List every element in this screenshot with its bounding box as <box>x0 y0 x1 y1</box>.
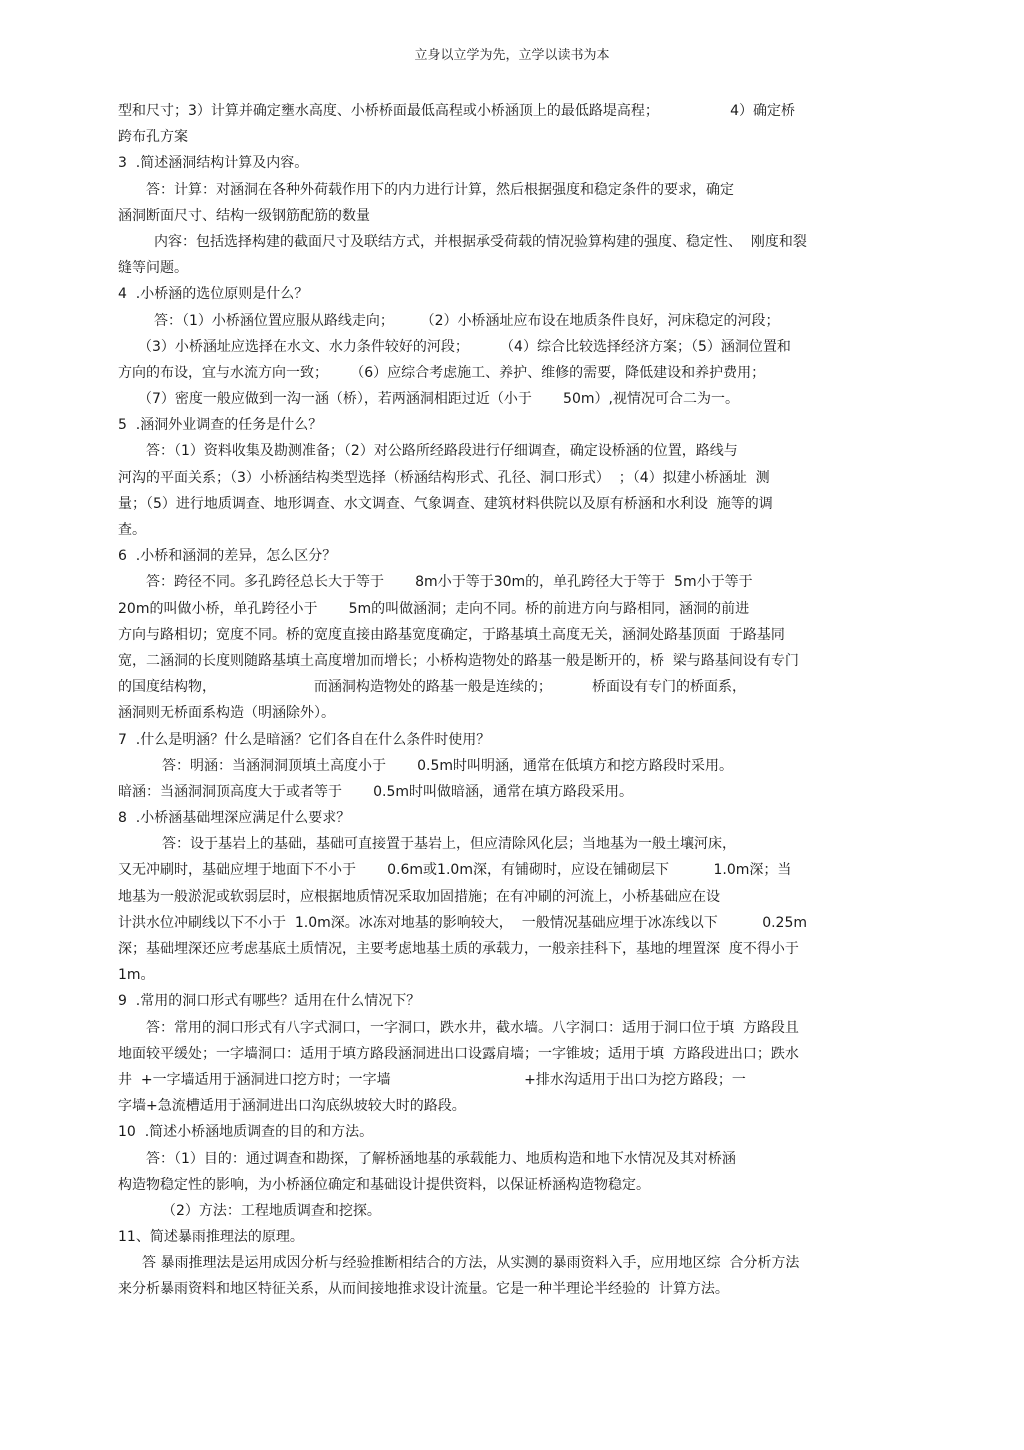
text-line: （3）小桥涵址应选择在水文、水力条件较好的河段； （4）综合比较选择经济方案；（5）涵洞位置和 <box>138 338 791 355</box>
text-line: 1m。 <box>118 967 155 984</box>
text-line: （7）密度一般应做到一沟一涵（桥），若两涵洞相距过近（小于 50m）,视情况可合二为一。 <box>138 391 739 408</box>
question-heading: 4 .小桥涵的选位原则是什么？ <box>118 286 309 303</box>
text-line: 答：设于基岩上的基础，基础可直接置于基岩上，但应清除风化层；当地基为一般土壤河床， <box>162 836 736 853</box>
text-line: 涵洞则无桥面系构造（明涵除外）。 <box>118 705 335 722</box>
text-line: 答：（1）目的：通过调查和勘探，了解桥涵地基的承载能力、地质构造和地下水情况及其对桥涵 <box>146 1150 736 1167</box>
text-line: 涵洞断面尺寸、结构一级钢筋配筋的数量 <box>118 207 370 224</box>
text-line: 来分析暴雨资料和地区特征关系，从而间接地推求设计流量。它是一种半理论半经验的 计算方法。 <box>118 1281 729 1298</box>
text-line: 答：（1）资料收集及勘测准备；（2）对公路所经路段进行仔细调查，确定设桥涵的位置，路线与 <box>146 443 738 460</box>
text-line: 深；基础埋深还应考虑基底土质情况，主要考虑地基土质的承载力，一般亲挂科下，基地的埋置深 度不得小于 <box>118 941 799 957</box>
text-line: 的国度结构物， 而涵洞构造物处的路基一般是连续的； 桥面设有专门的桥面系， <box>118 679 746 696</box>
text-line: 构造物稳定性的影响，为小桥涵位确定和基础设计提供资料，以保证桥涵构造物稳定。 <box>118 1176 650 1193</box>
question-heading: 3 .简述涵洞结构计算及内容。 <box>118 155 309 172</box>
text-line: 答 暴雨推理法是运用成因分析与经验推断相结合的方法，从实测的暴雨资料入手，应用地区综 合分析方法 <box>142 1255 800 1272</box>
text-line: 缝等问题。 <box>118 260 188 277</box>
text-line: 答：计算：对涵洞在各种外荷载作用下的内力进行计算，然后根据强度和稳定条件的要求，确定 <box>146 181 734 198</box>
text-line: 地面较平缓处；一字墙洞口：适用于填方路段涵洞进出口设露肩墙；一字锥坡；适用于填 方路段进出口；跌水 <box>118 1045 799 1062</box>
text-line: 方向与路相切；宽度不同。桥的宽度直接由路基宽度确定，于路基填土高度无关，涵洞处路基顶面 于路基同 <box>118 626 785 643</box>
text-line: 字墙+急流槽适用于涵洞进出口沟底纵坡较大时的路段。 <box>118 1098 466 1115</box>
page-header-motto: 立身以立学为先，立学以读书为本 <box>414 48 610 63</box>
question-heading: 7 .什么是明涵？什么是暗涵？它们各自在什么条件时使用？ <box>118 731 491 748</box>
document-body <box>118 98 908 1303</box>
question-heading: 6 .小桥和涵洞的差异，怎么区分？ <box>118 548 337 565</box>
text-line: 答：（1）小桥涵位置应服从路线走向； （2）小桥涵址应布设在地质条件良好，河床稳定的河段； <box>154 312 780 329</box>
text-line: 又无冲刷时，基础应埋于地面下不小于 0.6m或1.0m深，有铺砌时，应设在铺砌层下 1.0m深；当 <box>118 862 792 879</box>
question-heading: 11、简述暴雨推理法的原理。 <box>118 1229 304 1246</box>
question-heading: 5 .涵洞外业调查的任务是什么？ <box>118 417 323 434</box>
question-heading: 8 .小桥涵基础埋深应满足什么要求？ <box>118 810 351 827</box>
text-line: 答：常用的洞口形式有八字式洞口，一字洞口，跌水井，截水墙。八字洞口：适用于洞口位于填 方路段且 <box>146 1019 799 1036</box>
text-line: 型和尺寸；3）计算并确定壅水高度、小桥桥面最低高程或小桥涵顶上的最低路堤高程； 4）确定桥 <box>118 103 796 119</box>
text-line: 内容：包括选择构建的截面尺寸及联结方式，并根据承受荷载的情况验算构建的强度、稳定性、 刚度和裂 <box>154 233 807 250</box>
text-line: 计洪水位冲刷线以下不小于 1.0m深。冰冻对地基的影响较大， 一般情况基础应埋于冰冻线以下 0.25m <box>118 914 808 931</box>
text-line: （2）方法：工程地质调查和挖探。 <box>162 1202 381 1219</box>
text-line: 量；（5）进行地质调查、地形调查、水文调查、气象调查、建筑材料供院以及原有桥涵和水利设 施等的调 <box>118 495 773 512</box>
text-line: 答：跨径不同。多孔跨径总长大于等于 8m小于等于30m的，单孔跨径大于等于 5m小于等于 <box>146 574 753 591</box>
text-line: 方向的布设，宜与水流方向一致； （6）应综合考虑施工、养护、维修的需要，降低建设和养护费用； <box>118 364 766 381</box>
text-line: 答：明涵：当涵洞洞顶填土高度小于 0.5m时叫明涵，通常在低填方和挖方路段时采用。 <box>162 757 734 774</box>
text-line: 河沟的平面关系；（3）小桥涵结构类型选择（桥涵结构形式、孔径、洞口形式） ；（4）拟建小桥涵址 测 <box>118 469 770 486</box>
text-line: 20m的叫做小桥，单孔跨径小于 5m的叫做涵洞；走向不同。桥的前进方向与路相同，涵洞的前进 <box>118 600 750 617</box>
question-heading: 9 .常用的洞口形式有哪些？适用在什么情况下？ <box>118 993 421 1010</box>
text-line: 地基为一般淤泥或软弱层时，应根据地质情况采取加固措施；在有冲刷的河流上，小桥基础应在设 <box>118 888 720 905</box>
text-line: 宽，二涵洞的长度则随路基填土高度增加而增长；小桥构造物处的路基一般是断开的，桥 梁与路基间设有专门 <box>118 652 799 669</box>
text-line: 跨布孔方案 <box>118 129 188 146</box>
text-line: 暗涵：当涵洞洞顶高度大于或者等于 0.5m时叫做暗涵，通常在填方路段采用。 <box>118 783 634 800</box>
text-line: 井 +一字墙适用于涵洞进口挖方时；一字墙 +排水沟适用于出口为挖方路段；一 <box>118 1071 746 1088</box>
text-line: 查。 <box>118 522 146 538</box>
question-heading: 10 .简述小桥涵地质调查的目的和方法。 <box>118 1124 374 1141</box>
